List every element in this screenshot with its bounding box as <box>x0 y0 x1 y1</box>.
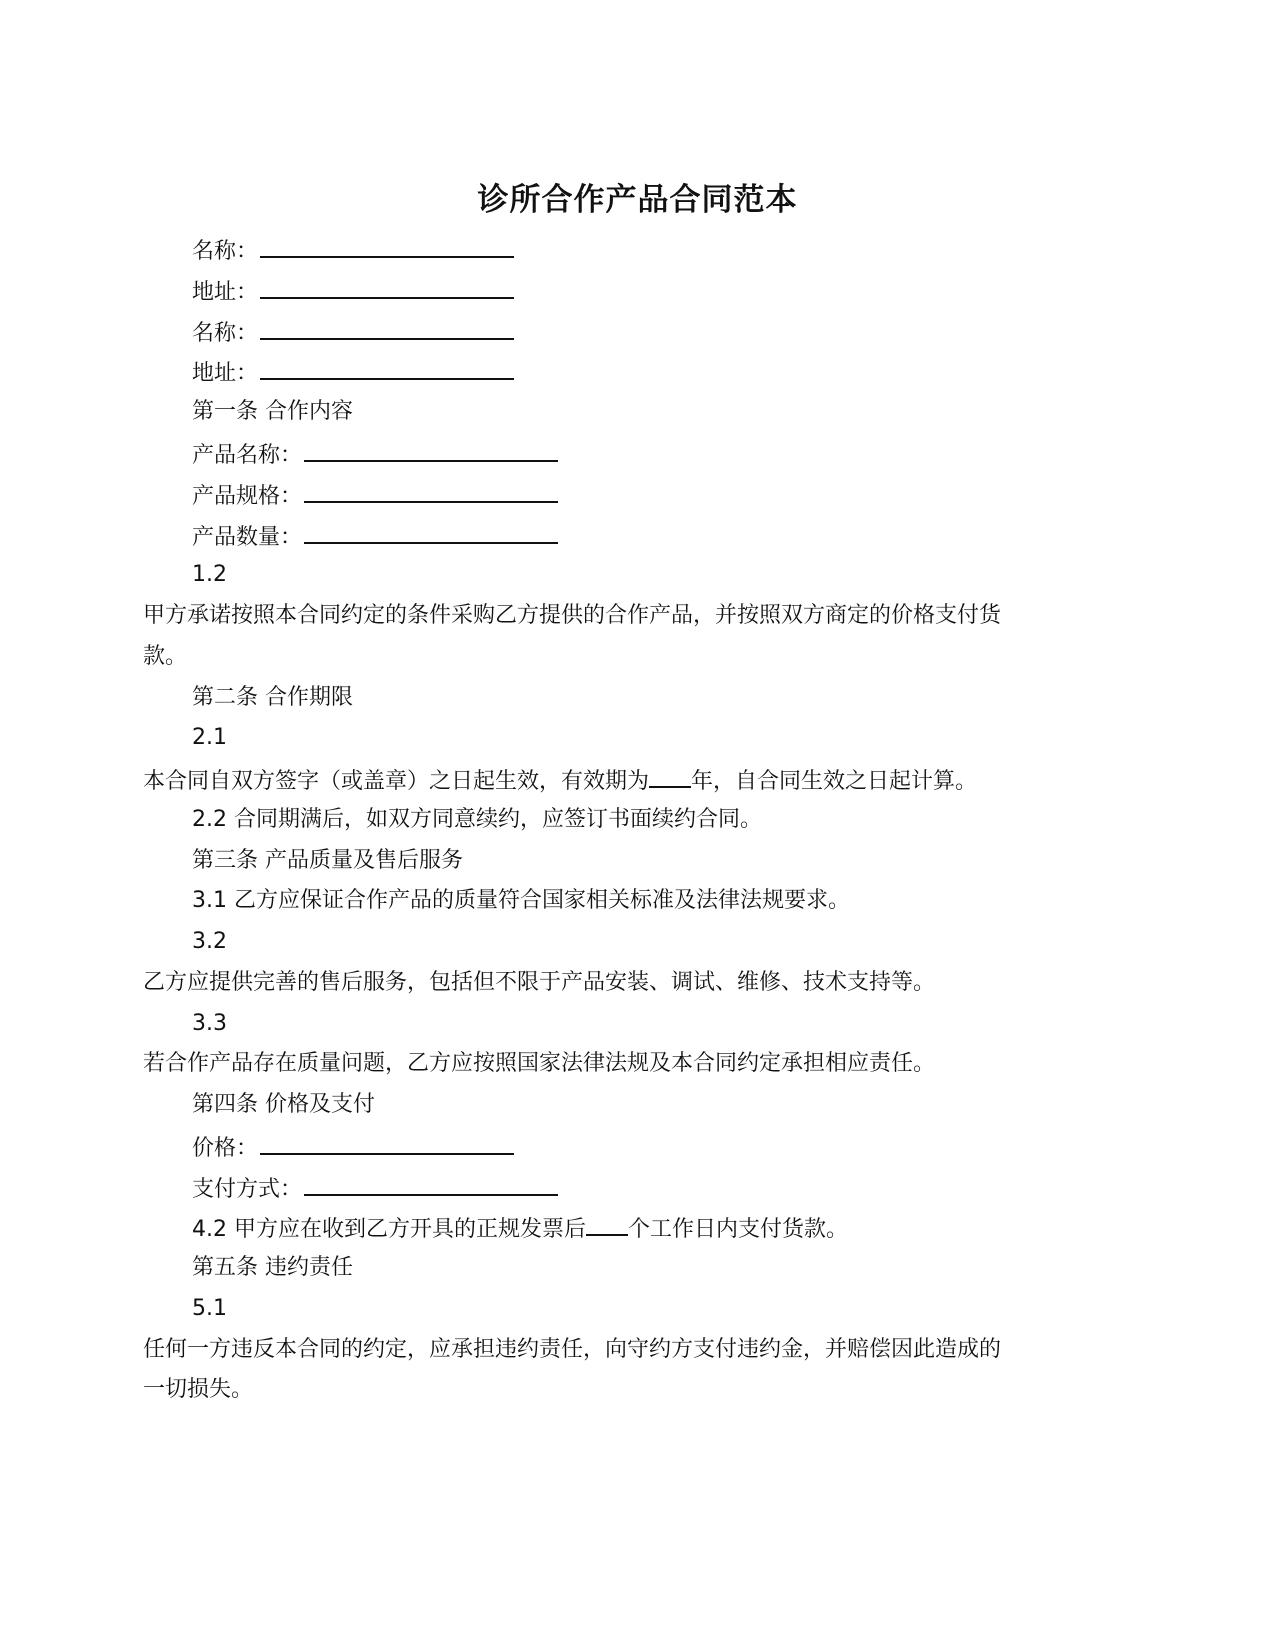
article-2-heading: 第二条 合作期限 <box>192 685 353 710</box>
document-title: 诊所合作产品合同范本 <box>477 182 798 218</box>
clause-3-2-number: 3.2 <box>192 929 227 954</box>
clause-1-2-number: 1.2 <box>192 562 227 587</box>
article-1-heading: 第一条 合作内容 <box>192 399 353 424</box>
field-label: 产品规格： <box>192 484 303 509</box>
product-quantity-field <box>192 520 558 553</box>
clause-2-1-number: 2.1 <box>192 725 227 750</box>
fill-in-blank-years[interactable] <box>649 764 691 788</box>
clause-2-2: 2.2 合同期满后，如双方同意续约，应签订书面续约合同。 <box>192 807 762 832</box>
clause-text: 本合同自双方签字（或盖章）之日起生效，有效期为 <box>143 769 650 794</box>
payment-method-field <box>192 1172 558 1205</box>
field-label: 地址： <box>192 361 259 386</box>
party-a-address-field <box>192 275 514 308</box>
clause-3-1: 3.1 乙方应保证合作产品的质量符合国家相关标准及法律法规要求。 <box>192 888 850 913</box>
fill-in-blank[interactable] <box>304 1172 558 1196</box>
fill-in-blank[interactable] <box>304 479 558 503</box>
clause-3-3-text: 若合作产品存在质量问题，乙方应按照国家法律法规及本合同约定承担相应责任。 <box>143 1051 936 1076</box>
field-label: 价格： <box>192 1136 259 1161</box>
clause-1-2-text-cont: 款。 <box>143 644 188 669</box>
party-a-name-field <box>192 234 514 267</box>
field-label: 地址： <box>192 280 259 305</box>
fill-in-blank[interactable] <box>304 438 558 462</box>
article-5-heading: 第五条 违约责任 <box>192 1255 353 1280</box>
field-label: 支付方式： <box>192 1177 303 1202</box>
clause-5-1-text-cont: 一切损失。 <box>143 1377 254 1402</box>
fill-in-blank[interactable] <box>260 1131 514 1155</box>
product-spec-field <box>192 479 558 512</box>
party-b-address-field <box>192 356 514 389</box>
clause-1-2-text: 甲方承诺按照本合同约定的条件采购乙方提供的合作产品，并按照双方商定的价格支付货 <box>143 603 1002 628</box>
clause-3-2-text: 乙方应提供完善的售后服务，包括但不限于产品安装、调试、维修、技术支持等。 <box>143 970 936 995</box>
clause-text: 4.2 甲方应在收到乙方开具的正规发票后 <box>192 1217 586 1242</box>
fill-in-blank[interactable] <box>260 356 514 380</box>
field-label: 产品名称： <box>192 443 303 468</box>
clause-4-2 <box>192 1212 848 1245</box>
clause-5-1-text: 任何一方违反本合同的约定，应承担违约责任，向守约方支付违约金，并赔偿因此造成的 <box>143 1337 1002 1362</box>
price-field <box>192 1131 514 1164</box>
article-3-heading: 第三条 产品质量及售后服务 <box>192 848 463 873</box>
fill-in-blank-days[interactable] <box>586 1212 628 1236</box>
clause-2-1-text <box>143 764 977 797</box>
field-label: 产品数量： <box>192 525 303 550</box>
clause-text: 个工作日内支付货款。 <box>627 1217 848 1242</box>
fill-in-blank[interactable] <box>260 234 514 258</box>
field-label: 名称： <box>192 239 259 264</box>
fill-in-blank[interactable] <box>304 520 558 544</box>
product-name-field <box>192 438 558 471</box>
fill-in-blank[interactable] <box>260 275 514 299</box>
clause-text: 年，自合同生效之日起计算。 <box>691 769 978 794</box>
clause-3-3-number: 3.3 <box>192 1011 227 1036</box>
party-b-name-field <box>192 316 514 349</box>
article-4-heading: 第四条 价格及支付 <box>192 1092 375 1117</box>
fill-in-blank[interactable] <box>260 316 514 340</box>
field-label: 名称： <box>192 321 259 346</box>
clause-5-1-number: 5.1 <box>192 1296 227 1321</box>
